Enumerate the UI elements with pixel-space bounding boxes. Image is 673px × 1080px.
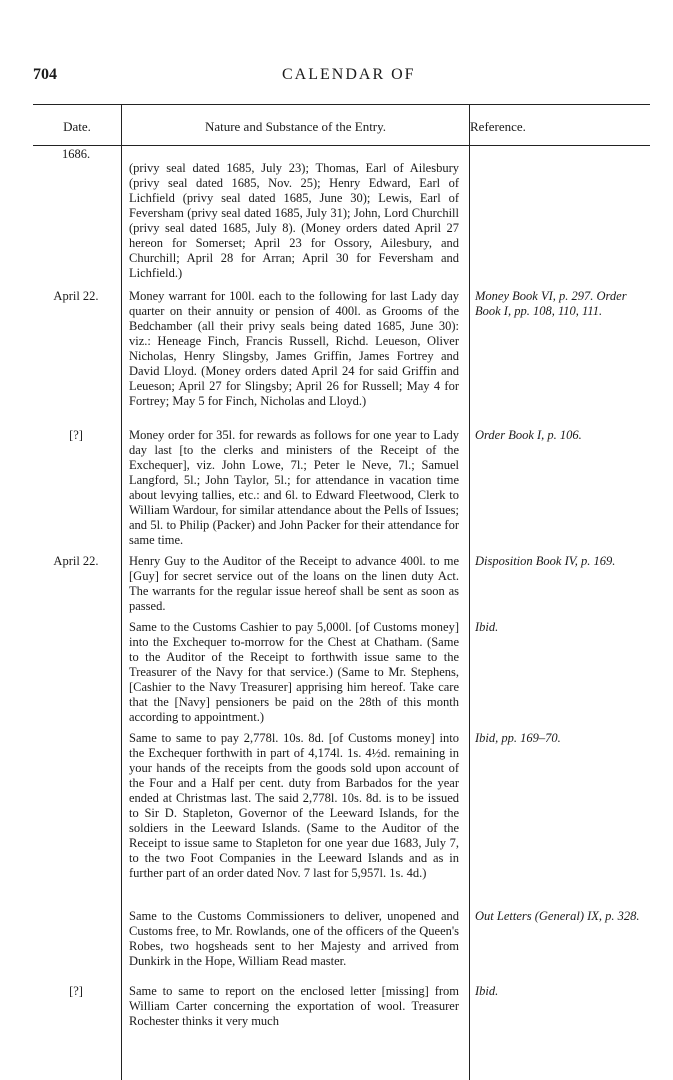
entry-reference: Ibid, pp. 169–70.	[475, 731, 561, 745]
entry-text: Money order for 35l. for rewards as follows for one year to Lady day last [to the clerks and ministers of the Receipt of the Exchequer], viz. John Lowe, 7l.; Peter le Neve, 7l.; Samuel Langford, 5l.; John Taylor, 5l.; for attendance in vacation time about levying tallies, etc.: and 6l. to Edward Fleetwood, Clerk to William Wardour, for similar attendance about the Pells of Issues; and 5l. to Philip (Packer) and John Packer for their attendance for same time.	[129, 428, 459, 547]
entry-date: [?]	[69, 428, 83, 442]
calendar-table	[33, 104, 650, 1080]
entry-reference: Ibid.	[475, 984, 499, 998]
column-header-date: Date.	[63, 119, 91, 134]
entry-date: April 22.	[53, 554, 99, 568]
entry-date: 1686.	[61, 147, 91, 161]
running-head: CALENDAR OF	[282, 66, 416, 83]
entry-date: [?]	[69, 984, 83, 998]
column-divider	[469, 105, 470, 1080]
entry-reference: Money Book VI, p. 297. Order Book I, pp. 108, 110, 111.	[475, 289, 627, 318]
page-number: 704	[33, 66, 57, 83]
entry-text: Money warrant for 100l. each to the following for last Lady day quarter on their annuity or pension of 400l. as Grooms of the Bedchamber (all their privy seals being dated 1685, June 30): viz.: Heneage Finch, Francis Russell, Richd. Leueson, Oliver Nicholas, Henry Slingsby, James Griffin, James Fortrey and David Lloyd. (Money orders dated April 24 for said Griffin and Leueson; April 27 for Slingsby; April 26 for Russell; May 4 for Fortrey; May 5 for Finch, Nicholas and Lloyd.)	[129, 289, 459, 408]
entry-text: Same to same to report on the enclosed letter [missing] from William Carter concerning the exportation of wool. Treasurer Rochester thinks it very much	[129, 984, 459, 1028]
entry-text: Same to same to pay 2,778l. 10s. 8d. [of Customs money] into the Exchequer forthwith in part of 4,174l. 1s. 4½d. remaining in your hands of the receipts from the goods sold upon account of the Four and a Half per cent. duty from Barbados for the year ended at Christmas last. The said 2,778l. 10s. 8d. is to be issued to Sir D. Stapleton, Governor of the Leeward Islands, for the soldiers in the Leeward Islands. (Same to the Auditor of the Receipt to issue same to Stapleton for one year due 1683, July 7, to the two Foot Companies in the Leeward Islands and as in further part of an order dated Nov. 7 last for 5,957l. 1s. 4d.)	[129, 731, 459, 880]
entry-date: April 22.	[53, 289, 99, 303]
entry-reference: Out Letters (General) IX, p. 328.	[475, 909, 640, 923]
column-header-reference: Reference.	[470, 119, 526, 134]
entry-reference: Ibid.	[475, 620, 499, 634]
entry-text: Same to the Customs Commissioners to deliver, unopened and Customs free, to Mr. Rowlands, one of the officers of the Queen's Robes, two hogsheads sent to her Majesty and arrived from Dunkirk in the Hope, William Read master.	[129, 909, 459, 968]
entry-reference: Disposition Book IV, p. 169.	[475, 554, 616, 568]
column-header-nature: Nature and Substance of the Entry.	[204, 119, 387, 134]
entry-text: Same to the Customs Cashier to pay 5,000l. [of Customs money] into the Exchequer to-morrow for the Chest at Chatham. (Same to the Auditor of the Receipt to forthwith issue same to the Treasurer of the Navy for that service.) (Same to Mr. Stephens, [Cashier to the Navy Treasurer] apprising him hereof. Take care that the [Navy] pensioners be paid on the 28th of this month according to appointment.)	[129, 620, 459, 724]
entry-text: Henry Guy to the Auditor of the Receipt to advance 400l. to me [Guy] for secret service out of the loans on the linen duty Act. The warrants for the regular issue hereof shall be sent as soon as passed.	[129, 554, 459, 613]
header-rule	[33, 145, 650, 146]
column-divider	[121, 105, 122, 1080]
entry-text: (privy seal dated 1685, July 23); Thomas, Earl of Ailesbury (privy seal dated 1685, Nov. 25); Henry Edward, Earl of Lichfield (privy seal dated 1685, June 30); Lewis, Earl of Feversham (privy seal dated 1685, July 31); John, Lord Churchill (privy seal dated 1685, July 8). (Money orders dated April 27 hereon for Somerset; April 23 for Ossory, Ailesbury, and Churchill; April 28 for Arran; April 30 for Feversham and Lichfield.)	[129, 161, 459, 280]
entry-reference: Order Book I, p. 106.	[475, 428, 582, 442]
